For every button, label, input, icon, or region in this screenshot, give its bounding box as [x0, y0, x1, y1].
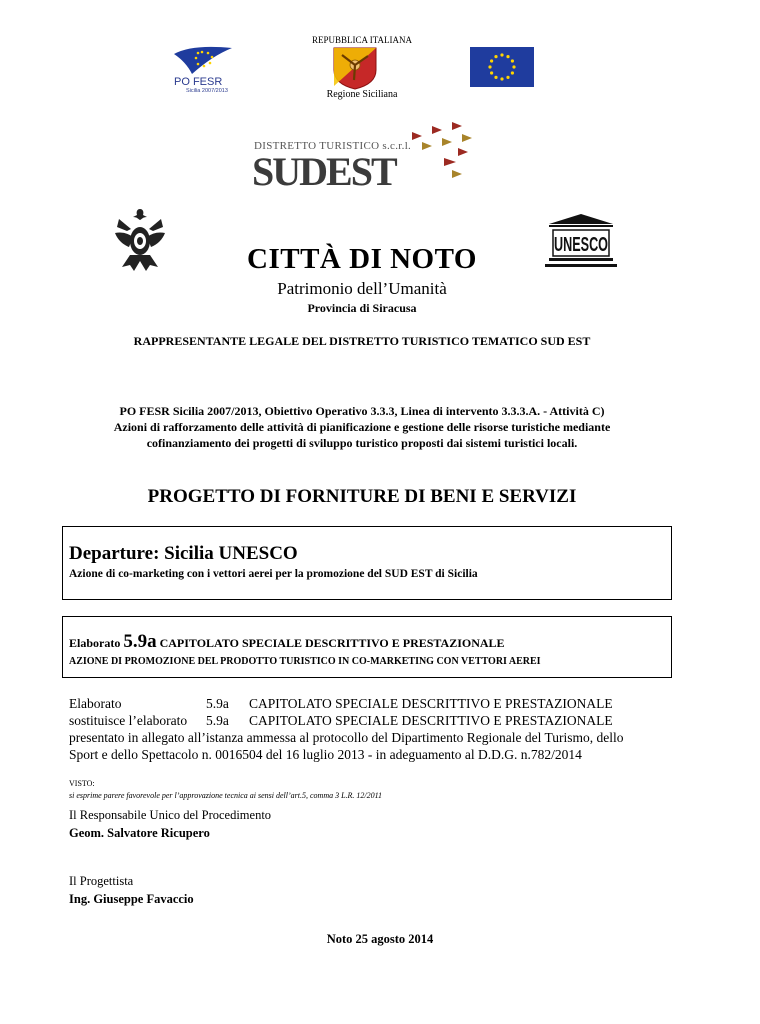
body-sostituisce-label: sostituisce l’elaborato: [69, 713, 188, 728]
po-fesr-line-1: PO FESR Sicilia 2007/2013, Obiettivo Operativo 3.3.3, Linea di intervento 3.3.3.A. - Attività C): [119, 404, 605, 418]
repubblica-label: REPUBBLICA ITALIANA: [311, 35, 413, 45]
city-title: CITTÀ DI NOTO: [247, 243, 477, 275]
sudest-main-text: SUDEST: [252, 149, 396, 194]
elaborato-subtitle: AZIONE DI PROMOZIONE DEL PRODOTTO TURISTICO IN CO-MARKETING CON VETTORI AEREI: [69, 656, 541, 667]
body-presentato-line-2: Sport e dello Spettacolo n. 0016504 del 16 luglio 2013 - in adeguamento al D.D.G. n.782/2014: [69, 747, 582, 762]
elaborato-heading: [69, 631, 505, 653]
sudest-arrows-icon: [392, 120, 478, 186]
sudest-top-text: DISTRETTO TURISTICO s.c.r.l.: [254, 140, 412, 152]
progettista-role: Il Progettista: [69, 874, 134, 888]
rup-role: Il Responsabile Unico del Procedimento: [69, 808, 272, 822]
po-fesr-line-2: Azioni di rafforzamento delle attività di pianificazione e gestione delle risorse turistiche mediante: [113, 420, 611, 434]
body-sostituisce-number: 5.9a: [206, 713, 229, 728]
document-date: Noto 25 agosto 2014: [326, 932, 434, 946]
elaborato-title: CAPITOLATO SPECIALE DESCRITTIVO E PRESTAZIONALE: [159, 636, 505, 650]
body-elaborato-title: CAPITOLATO SPECIALE DESCRITTIVO E PRESTAZIONALE: [249, 696, 613, 711]
departure-subtitle: Azione di co-marketing con i vettori aerei per la promozione del SUD EST di Sicilia: [69, 568, 478, 580]
legal-representative-line: RAPPRESENTANTE LEGALE DEL DISTRETTO TURISTICO TEMATICO SUD EST: [133, 334, 591, 348]
body-sostituisce-title: CAPITOLATO SPECIALE DESCRITTIVO E PRESTAZIONALE: [249, 713, 613, 728]
po-fesr-subtext: Sicilia 2007/2013: [186, 88, 228, 94]
elaborato-prefix: Elaborato: [69, 636, 121, 650]
departure-title: Departure: Sicilia UNESCO: [69, 543, 298, 564]
eu-flag-icon: [470, 47, 534, 87]
rup-name: Geom. Salvatore Ricupero: [69, 826, 210, 840]
body-elaborato-number: 5.9a: [206, 696, 229, 711]
province-label: Provincia di Siracusa: [307, 301, 417, 315]
body-elaborato-label: Elaborato: [69, 696, 122, 711]
po-fesr-text: PO FESR: [174, 76, 223, 88]
elaborato-number: 5.9a: [123, 631, 157, 652]
visto-label: VISTO:: [69, 779, 95, 788]
visto-note: si esprime parere favorevole per l’approvazione tecnica ai sensi dell’art.5, comma 3 L.R. 12/2011: [69, 791, 383, 800]
svg-text:UNESCO: UNESCO: [554, 234, 608, 256]
body-presentato-line-1: presentato in allegato all’istanza ammessa al protocollo del Dipartimento Regionale del Turismo, dello: [69, 730, 624, 745]
regione-label: Regione Siciliana: [326, 89, 398, 100]
city-subtitle: Patrimonio dell’Umanità: [277, 279, 447, 298]
progettista-name: Ing. Giuseppe Favaccio: [69, 892, 194, 906]
sicily-crest-icon: [330, 46, 380, 90]
project-heading: PROGETTO DI FORNITURE DI BENI E SERVIZI: [147, 486, 577, 507]
po-fesr-line-3: cofinanziamento dei progetti di sviluppo turistico proposti dai sistemi turistici locali.: [146, 436, 578, 450]
